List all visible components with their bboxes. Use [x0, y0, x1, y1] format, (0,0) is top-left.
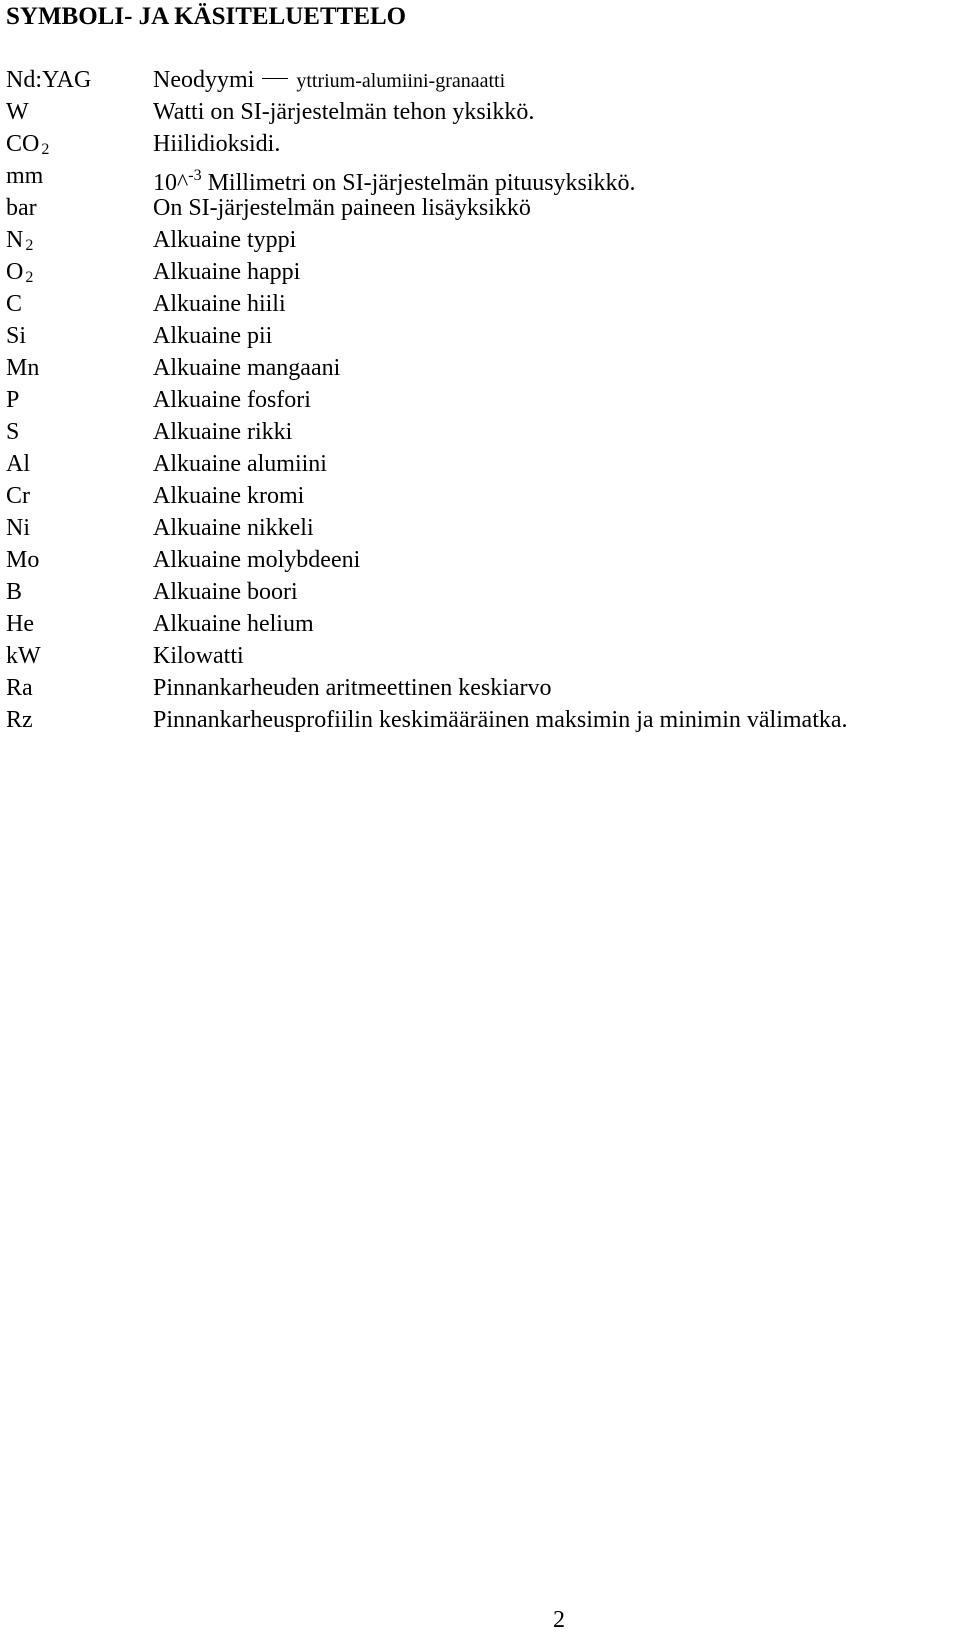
symbol: kW — [6, 643, 41, 669]
symbol: Si — [6, 323, 27, 349]
symbol: Ra — [6, 675, 33, 701]
list-item — [0, 640, 960, 672]
symbol: Al — [6, 451, 30, 477]
page-title: SYMBOLI- JA KÄSITELUETTELO — [6, 3, 407, 30]
symbol: P — [6, 387, 20, 413]
list-item — [0, 480, 960, 512]
symbol-list — [0, 64, 960, 736]
description: Alkuaine fosfori — [153, 387, 311, 413]
list-item — [0, 576, 960, 608]
list-item — [0, 448, 960, 480]
symbol: W — [6, 99, 29, 125]
symbol: B — [6, 579, 23, 605]
subscript: 2 — [25, 269, 34, 286]
list-item — [0, 608, 960, 640]
list-item — [0, 512, 960, 544]
symbol-base: CO — [6, 131, 40, 157]
symbol: mm — [6, 163, 44, 189]
list-item — [0, 64, 960, 96]
list-item — [0, 416, 960, 448]
symbol-base: N — [6, 227, 24, 253]
description: Alkuaine mangaani — [153, 355, 341, 381]
description: Pinnankarheuden aritmeettinen keskiarvo — [153, 675, 552, 701]
description: Alkuaine hiili — [153, 291, 286, 317]
description: Alkuaine rikki — [153, 419, 293, 445]
symbol: bar — [6, 195, 37, 221]
description: Pinnankarheusprofiilin keskimääräinen maksimin ja minimin välimatka. — [153, 707, 848, 733]
description: Kilowatti — [153, 643, 244, 669]
symbol: He — [6, 611, 34, 637]
description-part: Millimetri on SI-järjestelmän pituusyksikkö. — [207, 170, 636, 196]
symbol: Cr — [6, 483, 30, 509]
exponent-base: 10^ — [153, 170, 189, 196]
description — [153, 64, 505, 97]
symbol: S — [6, 419, 20, 445]
list-item — [0, 192, 960, 224]
list-item — [0, 384, 960, 416]
symbol: Nd:YAG — [6, 67, 92, 93]
list-item — [0, 128, 960, 160]
description: Alkuaine typpi — [153, 227, 297, 253]
list-item — [0, 544, 960, 576]
description: On SI-järjestelmän paineen lisäyksikkö — [153, 195, 531, 221]
symbol: Ni — [6, 515, 30, 541]
list-item — [0, 256, 960, 288]
description-part: yttrium-alumiini-granaatti — [296, 70, 506, 92]
list-item — [0, 224, 960, 256]
symbol: Rz — [6, 707, 33, 733]
subscript: 2 — [41, 141, 50, 158]
symbol-base: O — [6, 259, 24, 285]
description: Watti on SI-järjestelmän tehon yksikkö. — [153, 99, 535, 125]
superscript: -3 — [188, 167, 202, 184]
description: Alkuaine kromi — [153, 483, 305, 509]
list-item — [0, 96, 960, 128]
description: Alkuaine pii — [153, 323, 273, 349]
page-number: 2 — [553, 1607, 565, 1633]
list-item — [0, 320, 960, 352]
description-part: Neodyymi — [153, 67, 255, 93]
list-item — [0, 352, 960, 384]
description: Alkuaine alumiini — [153, 451, 327, 477]
description: Alkuaine boori — [153, 579, 298, 605]
description: Alkuaine happi — [153, 259, 301, 285]
list-item — [0, 288, 960, 320]
dash-separator — [262, 78, 288, 79]
description: Alkuaine helium — [153, 611, 314, 637]
list-item — [0, 672, 960, 704]
description: Alkuaine molybdeeni — [153, 547, 361, 573]
description: Alkuaine nikkeli — [153, 515, 314, 541]
symbol: C — [6, 291, 23, 317]
list-item — [0, 704, 960, 736]
description: Hiilidioksidi. — [153, 131, 281, 157]
subscript: 2 — [25, 237, 34, 254]
symbol: Mn — [6, 355, 40, 381]
list-item — [0, 160, 960, 196]
symbol: Mo — [6, 547, 40, 573]
